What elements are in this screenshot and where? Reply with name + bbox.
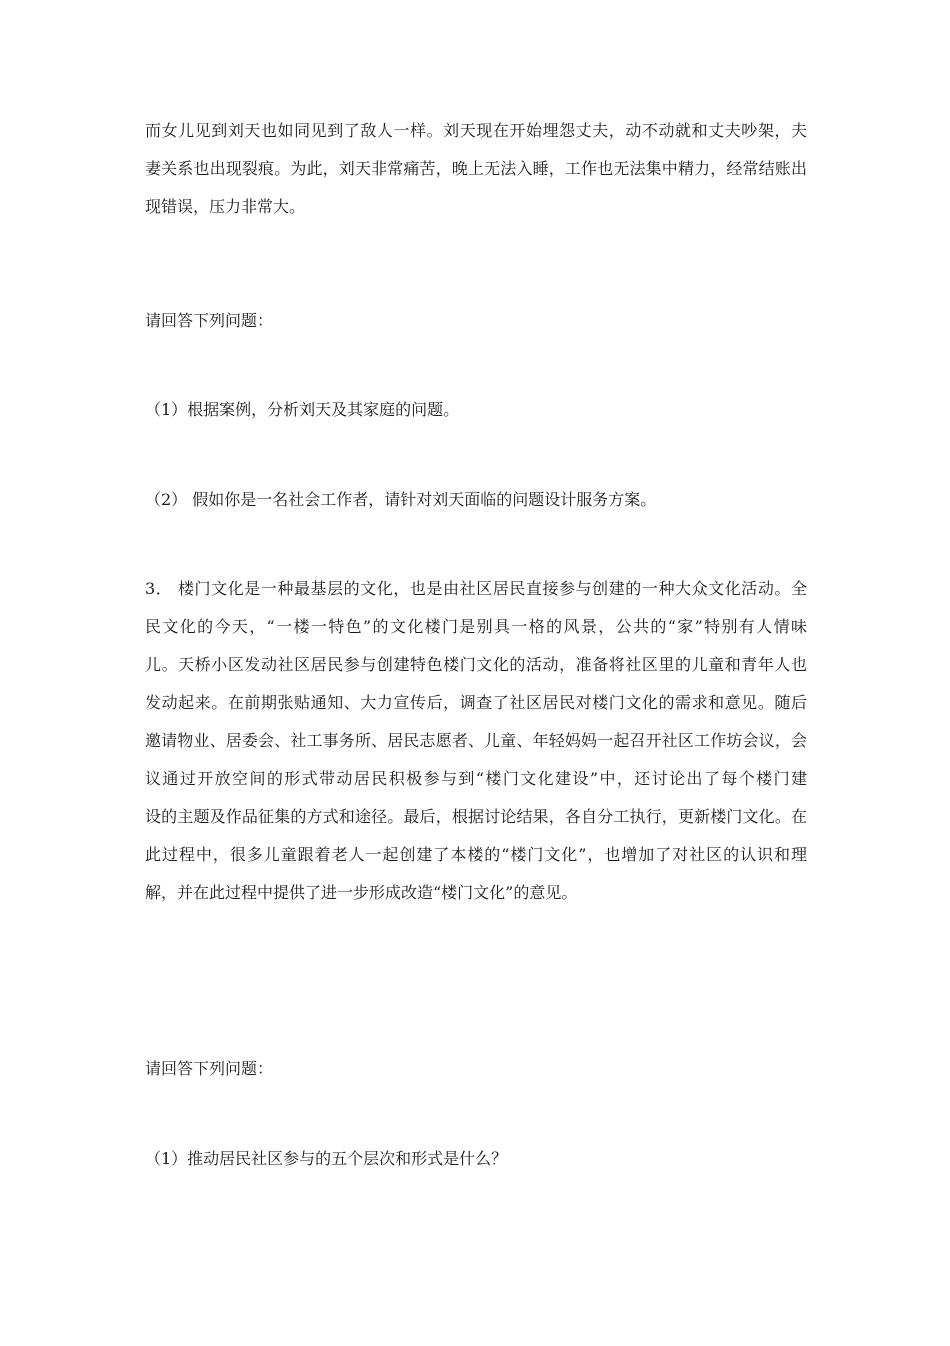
question-text: （2） 假如你是一名社会工作者，请针对刘天面临的问题设计服务方案。 (145, 490, 657, 509)
paragraph-line: 解，并在此过程中提供了进一步形成改造“楼门文化”的意见。 (145, 883, 578, 902)
answer-prompt-2 (145, 1050, 807, 1088)
question-text: （1）推动居民社区参与的五个层次和形式是什么？ (145, 1149, 508, 1168)
question-3-1 (145, 1140, 807, 1178)
question-1 (145, 391, 807, 429)
paragraph-line: 议通过开放空间的形式带动居民积极参与到“楼门文化建设”中，还讨论出了每个楼门建 (145, 769, 807, 788)
paragraph-line: 发动起来。在前期张贴通知、大力宣传后，调查了社区居民对楼门文化的需求和意见。随后 (145, 693, 807, 712)
question-text: （1）根据案例，分析刘天及其家庭的问题。 (145, 400, 460, 419)
prompt-text: 请回答下列问题： (145, 1059, 274, 1078)
question-2 (145, 481, 807, 519)
paragraph-line: 儿。天桥小区发动社区居民参与创建特色楼门文化的活动，准备将社区里的儿童和青年人也 (145, 655, 807, 674)
paragraph-line: 邀请物业、居委会、社工事务所、居民志愿者、儿童、年轻妈妈一起召开社区工作坊会议，会 (145, 731, 807, 750)
case-paragraph-3 (145, 570, 807, 912)
paragraph-line: 而女儿见到刘天也如同见到了敌人一样。刘天现在开始埋怨丈夫，动不动就和丈夫吵架，夫 (145, 121, 807, 140)
paragraph-line: 此过程中，很多儿童跟着老人一起创建了本楼的“楼门文化”，也增加了对社区的认识和理 (145, 845, 807, 864)
prompt-text: 请回答下列问题： (145, 311, 274, 330)
case-paragraph-continuation (145, 112, 807, 226)
paragraph-line: 妻关系也出现裂痕。为此，刘天非常痛苦，晚上无法入睡，工作也无法集中精力，经常结账出 (145, 159, 807, 178)
paragraph-line: 设的主题及作品征集的方式和途径。最后，根据讨论结果，各自分工执行，更新楼门文化。在 (145, 807, 807, 826)
paragraph-line: 民文化的今天，“一楼一特色”的文化楼门是别具一格的风景，公共的“家”特别有人情味 (145, 617, 807, 636)
paragraph-line: 现错误，压力非常大。 (145, 197, 306, 216)
paragraph-line: 3． 楼门文化是一种最基层的文化，也是由社区居民直接参与创建的一种大众文化活动。全 (145, 579, 807, 598)
answer-prompt-1 (145, 302, 807, 340)
